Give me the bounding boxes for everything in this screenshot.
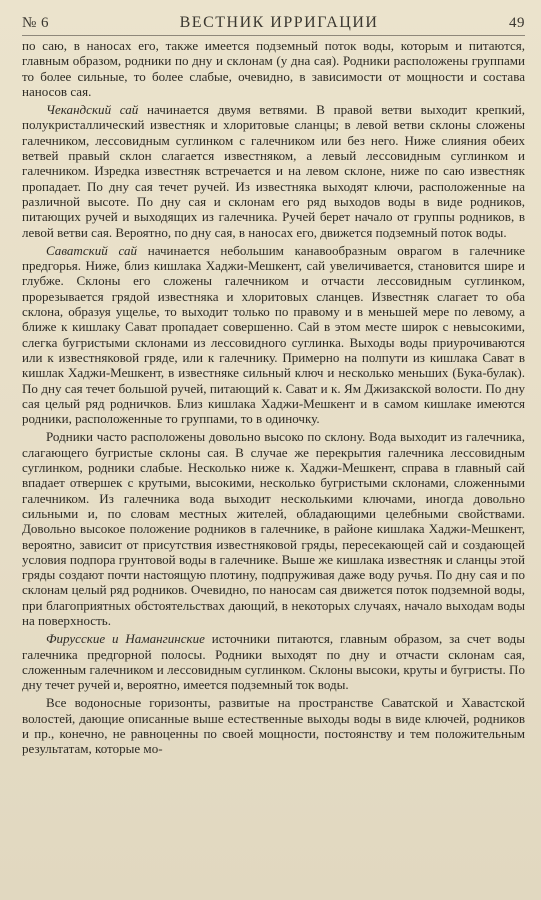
page-number: 49 xyxy=(509,15,525,31)
page-header xyxy=(22,14,525,36)
paragraph-lead: Фирусские и Намангинские xyxy=(46,631,205,647)
paragraph-lead: Чекандский сай xyxy=(46,102,139,118)
paragraph-lead: Саватский сай xyxy=(46,242,137,258)
paragraph-savatsky-sai: Саватский сай начинается небольшим канавообразным оврагом в галечнике предгорья. Ниже, близ кишлака Хаджи-Мешкент, сай увеличивается, становится шире и глубже. Склоны его сложены галечником и отчасти лессовидным суглинком, прорезывается грядой известняка и хлоритовых сланцев. Известняк слагает то оба склона, образуя ущелье, то выходит только по правому и в меньшей мере по левому, а ближе к кишлаку Сават пропадает совершенно. Сай в этом месте широк с невысокими, слегка бугристыми склонами из лессовидного суглинка. Выходы воды приурочиваются или к известняковой гряде, или к галечнику. Примерно на полпути из кишлака Сават в кишлак Хаджи-Мешкент, в известняке сильный ключ и несколько меньших (Бука-булак). По дну сая течет большой ручей, питающий к. Сават и к. Ям Джизакской волости. По дну сая целый ряд родничков. Близ кишлака Хаджи-Мешкент и в самом кишлаке имеются родники, расположенные то группами, то в одиночку. xyxy=(22,242,525,427)
issue-number: № 6 xyxy=(22,15,50,31)
paragraph-continuation: по саю, в наносах его, также имеется подземный поток воды, которым и питаются, главным образом, родники по дну и склонам (у дна сая). Родники расположены группами то более сильные, то более слабые, очевидно, в зависимости от мощности и состава наносов сая. xyxy=(22,38,525,99)
paragraph-firusskie: Фирусские и Намангинские источники питаются, главным образом, за счет воды галечника предгорной полосы. Родники выходят по дну и отчасти склонам сая, сложенным галечником и лессовидным суглинком. Склоны высоки, круты и бугристы. По дну течет ручей и, вероятно, имеется подземный ток воды. xyxy=(22,631,525,693)
paragraph-chekandsky-sai: Чекандский сай начинается двумя ветвями. В правой ветви выходит крепкий, полукристаллический известняк и хлоритовые сланцы; в левой ветви склоны сложены галечником, лессовидным суглинком с галечником или без него. Ниже слияния обеих ветвей правый склон слагается известняком, а левый лессовидным суглинком и галечником. Изредка известняк встречается и на левом склоне, ниже по саю известняк пропадает. По дну сая течет ручей. Из известняка выходят ключи, расположенные на различной высоте. По дну сая и склонам его ряд выходов воды в виде родников, питающих ручей и выходящих из галечника. Ручей берет начало от группы родников, в левой ветви сая. Вероятно, по дну сая, в наносах его, движется подземный поток воды. xyxy=(22,102,525,240)
journal-title: ВЕСТНИК ИРРИГАЦИИ xyxy=(179,14,379,31)
paragraph-aquifers: Все водоносные горизонты, развитые на пространстве Саватской и Хавастской волостей, дающие описанные выше естественные выходы воды в виде ключей, родников и пр., конечно, не равноценны по своей мощности, постоянству и тем положительным результатам, которые мо- xyxy=(22,695,525,757)
article-body xyxy=(22,38,525,757)
paragraph-springs: Родники часто расположены довольно высоко по склону. Вода выходит из галечника, слагающего бугристые склоны сая. В случае же перекрытия галечника лессовидным суглинком, родники слабые. Несколько ниже к. Хаджи-Мешкент, справа в главный сай впадает отвершек с крутыми, высокими, несколько бугристыми склонами, сложенными галечником. Из галечника вода выходит несколькими ключами, иногда довольно сильными и, по словам местных жителей, обладающими целебными свойствами. Довольно высокое положение родников в галечнике, в районе кишлака Хаджи-Мешкент, вероятно, зависит от присутствия известняковой гряды, пересекающей сай и создающей условия подпора грунтовой воды в галечнике. Выше же кишлака известняк и сланцы этой гряды создают почти настоящую плотину, подпруживая даже воду ручья. По дну сая и по склонам целый ряд родников. Очевидно, по наносам сая движется поток подземной воды, при благоприятных обстоятельствах дающий, в некоторых случаях, начало выходам воды на поверхность. xyxy=(22,429,525,628)
